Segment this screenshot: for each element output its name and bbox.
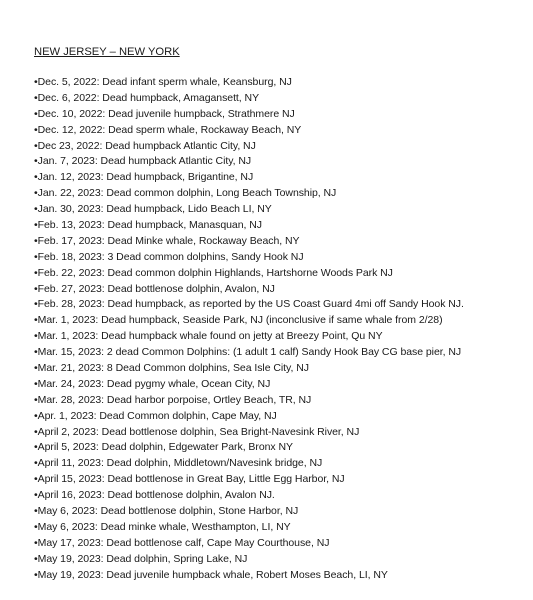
list-item: •April 5, 2023: Dead dolphin, Edgewater Park, Bronx NY xyxy=(34,441,293,454)
list-item: •Mar. 21, 2023: 8 Dead Common dolphins, Sea Isle City, NJ xyxy=(34,362,309,375)
list-item: •Dec 23, 2022: Dead humpback Atlantic City, NJ xyxy=(34,139,256,152)
document-body xyxy=(34,45,524,584)
list-item: •Feb. 17, 2023: Dead Minke whale, Rockaway Beach, NY xyxy=(34,234,300,247)
list-item: •May 6, 2023: Dead minke whale, Westhampton, LI, NY xyxy=(34,520,291,533)
list-item: •Feb. 22, 2023: Dead common dolphin Highlands, Hartshorne Woods Park NJ xyxy=(34,266,393,279)
list-item: •Feb. 27, 2023: Dead bottlenose dolphin, Avalon, NJ xyxy=(34,282,275,295)
list-item: •Feb. 18, 2023: 3 Dead common dolphins, Sandy Hook NJ xyxy=(34,250,304,263)
list-item: •Dec. 5, 2022: Dead infant sperm whale, Keansburg, NJ xyxy=(34,76,292,88)
list-item: •Mar. 24, 2023: Dead pygmy whale, Ocean City, NJ xyxy=(34,377,271,390)
list-item: •Jan. 12, 2023: Dead humpback, Brigantine, NJ xyxy=(34,171,254,184)
list-item: •Mar. 1, 2023: Dead humpback whale found on jetty at Breezy Point, Qu NY xyxy=(34,330,383,343)
list-item: •Mar. 15, 2023: 2 dead Common Dolphins: (1 adult 1 calf) Sandy Hook Bay CG base pier, NJ xyxy=(34,346,462,359)
list-item: •April 11, 2023: Dead dolphin, Middletown/Navesink bridge, NJ xyxy=(34,457,323,470)
list-item: •Jan. 30, 2023: Dead humpback, Lido Beach LI, NY xyxy=(34,203,272,216)
list-item: •April 15, 2023: Dead bottlenose in Great Bay, Little Egg Harbor, NJ xyxy=(34,473,345,486)
list-item: •Mar. 28, 2023: Dead harbor porpoise, Ortley Beach, TR, NJ xyxy=(34,393,312,406)
list-item: •Mar. 1, 2023: Dead humpback, Seaside Park, NJ (inconclusive if same whale from 2/28) xyxy=(34,314,443,327)
list-item: •Dec. 10, 2022: Dead juvenile humpback, Strathmere NJ xyxy=(34,107,295,120)
list-item: •Feb. 13, 2023: Dead humpback, Manasquan, NJ xyxy=(34,219,262,232)
list-item: •April 16, 2023: Dead bottlenose dolphin, Avalon NJ. xyxy=(34,489,275,502)
list-item: •May 6, 2023: Dead bottlenose dolphin, Stone Harbor, NJ xyxy=(34,505,299,518)
list-item: •May 17, 2023: Dead bottlenose calf, Cape May Courthouse, NJ xyxy=(34,536,330,549)
list-item: •May 19, 2023: Dead juvenile humpback whale, Robert Moses Beach, LI, NY xyxy=(34,568,388,581)
stranding-list xyxy=(34,75,524,584)
list-item: •Dec. 12, 2022: Dead sperm whale, Rockaway Beach, NY xyxy=(34,123,302,136)
list-item: •Jan. 7, 2023: Dead humpback Atlantic City, NJ xyxy=(34,155,252,168)
list-item: •Feb. 28, 2023: Dead humpback, as reported by the US Coast Guard 4mi off Sandy Hook NJ. xyxy=(34,298,464,311)
section-heading: NEW JERSEY – NEW YORK xyxy=(34,46,180,58)
list-item: •Apr. 1, 2023: Dead Common dolphin, Cape May, NJ xyxy=(34,409,277,422)
list-item: •Jan. 22, 2023: Dead common dolphin, Long Beach Township, NJ xyxy=(34,187,337,200)
list-item: •Dec. 6, 2022: Dead humpback, Amagansett, NY xyxy=(34,91,260,104)
list-item: •May 19, 2023: Dead dolphin, Spring Lake, NJ xyxy=(34,552,248,565)
list-item: •April 2, 2023: Dead bottlenose dolphin, Sea Bright-Navesink River, NJ xyxy=(34,425,360,438)
